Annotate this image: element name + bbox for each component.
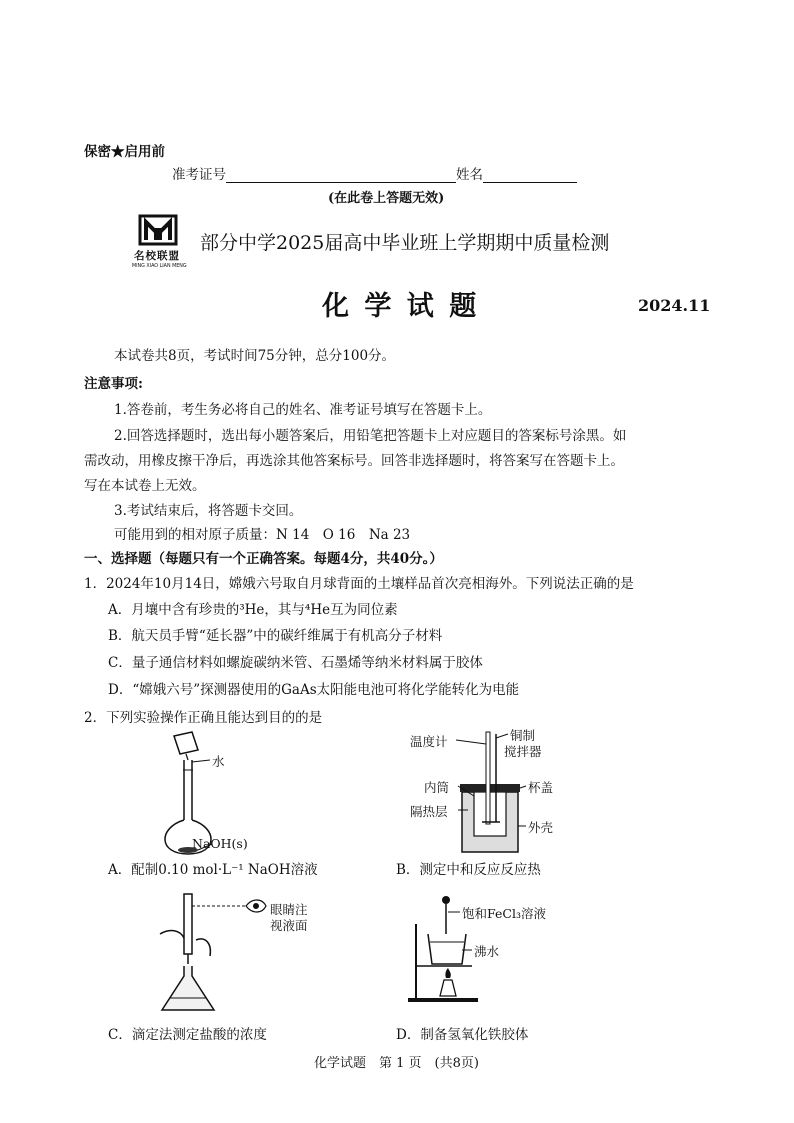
figure-d-colloid <box>400 894 600 1014</box>
fig-a-caption: A．配制0.10 mol·L⁻¹ NaOH溶液 <box>108 862 318 878</box>
fig-c-eye-label-1: 眼睛注 <box>270 902 308 917</box>
fig-b-stirrer-label-1: 铜制 <box>510 728 536 743</box>
fig-d-caption: D．制备氢氧化铁胶体 <box>396 1027 529 1043</box>
fig-b-inner-label: 内筒 <box>424 780 450 795</box>
notice-item-2-line-2: 需改动，用橡皮擦干净后，再选涂其他答案标号。回答非选择题时，将答案写在答题卡上。 <box>84 453 624 469</box>
logo-pinyin: MING XIAO LIAN MENG <box>132 264 187 269</box>
fig-a-solute-label: NaOH(s) <box>192 836 248 851</box>
fig-b-shell-label: 外壳 <box>528 820 554 835</box>
atomic-masses: 可能用到的相对原子质量：N 14 O 16 Na 23 <box>114 527 411 543</box>
notice-item-1: 1.答卷前，考生务必将自己的姓名、准考证号填写在答题卡上。 <box>114 402 492 418</box>
notice-item-3: 3.考试结束后，将答题卡交回。 <box>114 503 303 519</box>
fig-d-reagent-label: 饱和FeCl₃溶液 <box>462 906 546 921</box>
section-1-heading: 一、选择题（每题只有一个正确答案。每题4分，共40分。） <box>84 551 443 567</box>
fig-b-stirrer-label-2: 搅拌器 <box>504 744 542 759</box>
exam-title: 部分中学2025届高中毕业班上学期期中质量检测 <box>200 232 610 254</box>
subject-title: 化 学 试 题 <box>322 291 480 322</box>
q1-option-c: C．量子通信材料如螺旋碳纳米管、石墨烯等纳米材料属于胶体 <box>108 655 483 671</box>
intro-text: 本试卷共8页，考试时间75分钟，总分100分。 <box>114 348 396 364</box>
fig-c-eye-label-2: 视液面 <box>270 918 308 933</box>
fig-b-caption: B．测定中和反应反应热 <box>396 862 541 878</box>
fig-b-thermometer-label: 温度计 <box>410 734 448 749</box>
league-logo <box>134 214 190 272</box>
notice-item-2-line-3: 写在本试卷上无效。 <box>84 478 206 494</box>
q1-option-a: A．月壤中含有珍贵的³He，其与⁴He互为同位素 <box>108 602 398 618</box>
notice-heading: 注意事项: <box>84 376 143 392</box>
page-footer: 化学试题 第 1 页 (共8页) <box>314 1056 479 1071</box>
fig-b-insulation-label: 隔热层 <box>410 804 448 819</box>
exam-date: 2024.11 <box>638 296 711 315</box>
fig-b-lid-label: 杯盖 <box>528 780 554 795</box>
figure-c-titration <box>140 890 340 1020</box>
q1-option-b: B．航天员手臂“延长器”中的碳纤维属于有机高分子材料 <box>108 628 443 644</box>
figure-b-calorimeter <box>400 726 600 856</box>
name-blank[interactable] <box>483 168 577 183</box>
fig-c-caption: C．滴定法测定盐酸的浓度 <box>108 1027 267 1043</box>
secret-label: 保密★启用前 <box>84 144 165 160</box>
invalid-note: (在此卷上答题无效) <box>328 191 445 206</box>
titration-icon <box>140 890 340 1020</box>
exam-number-label: 准考证号 <box>172 167 226 183</box>
name-label: 姓名 <box>456 167 483 183</box>
figure-a-flask <box>140 730 340 860</box>
exam-number-row <box>172 163 577 183</box>
fig-d-boiling-label: 沸水 <box>474 944 500 959</box>
notice-item-2-line-1: 2.回答选择题时，选出每小题答案后，用铅笔把答题卡上对应题目的答案标号涂黑。如 <box>114 428 627 444</box>
q2-stem: 2．下列实验操作正确且能达到目的的是 <box>84 710 323 726</box>
q1-option-d: D．“嫦娥六号”探测器使用的GaAs太阳能电池可将化学能转化为电能 <box>108 682 520 698</box>
q1-stem: 1．2024年10月14日，嫦娥六号取自月球背面的土壤样品首次亮相海外。下列说法正确的是 <box>84 576 634 592</box>
exam-number-blank[interactable] <box>226 168 456 183</box>
fig-a-water-label: 水 <box>212 754 225 769</box>
logo-text: 名校联盟 <box>134 250 180 262</box>
